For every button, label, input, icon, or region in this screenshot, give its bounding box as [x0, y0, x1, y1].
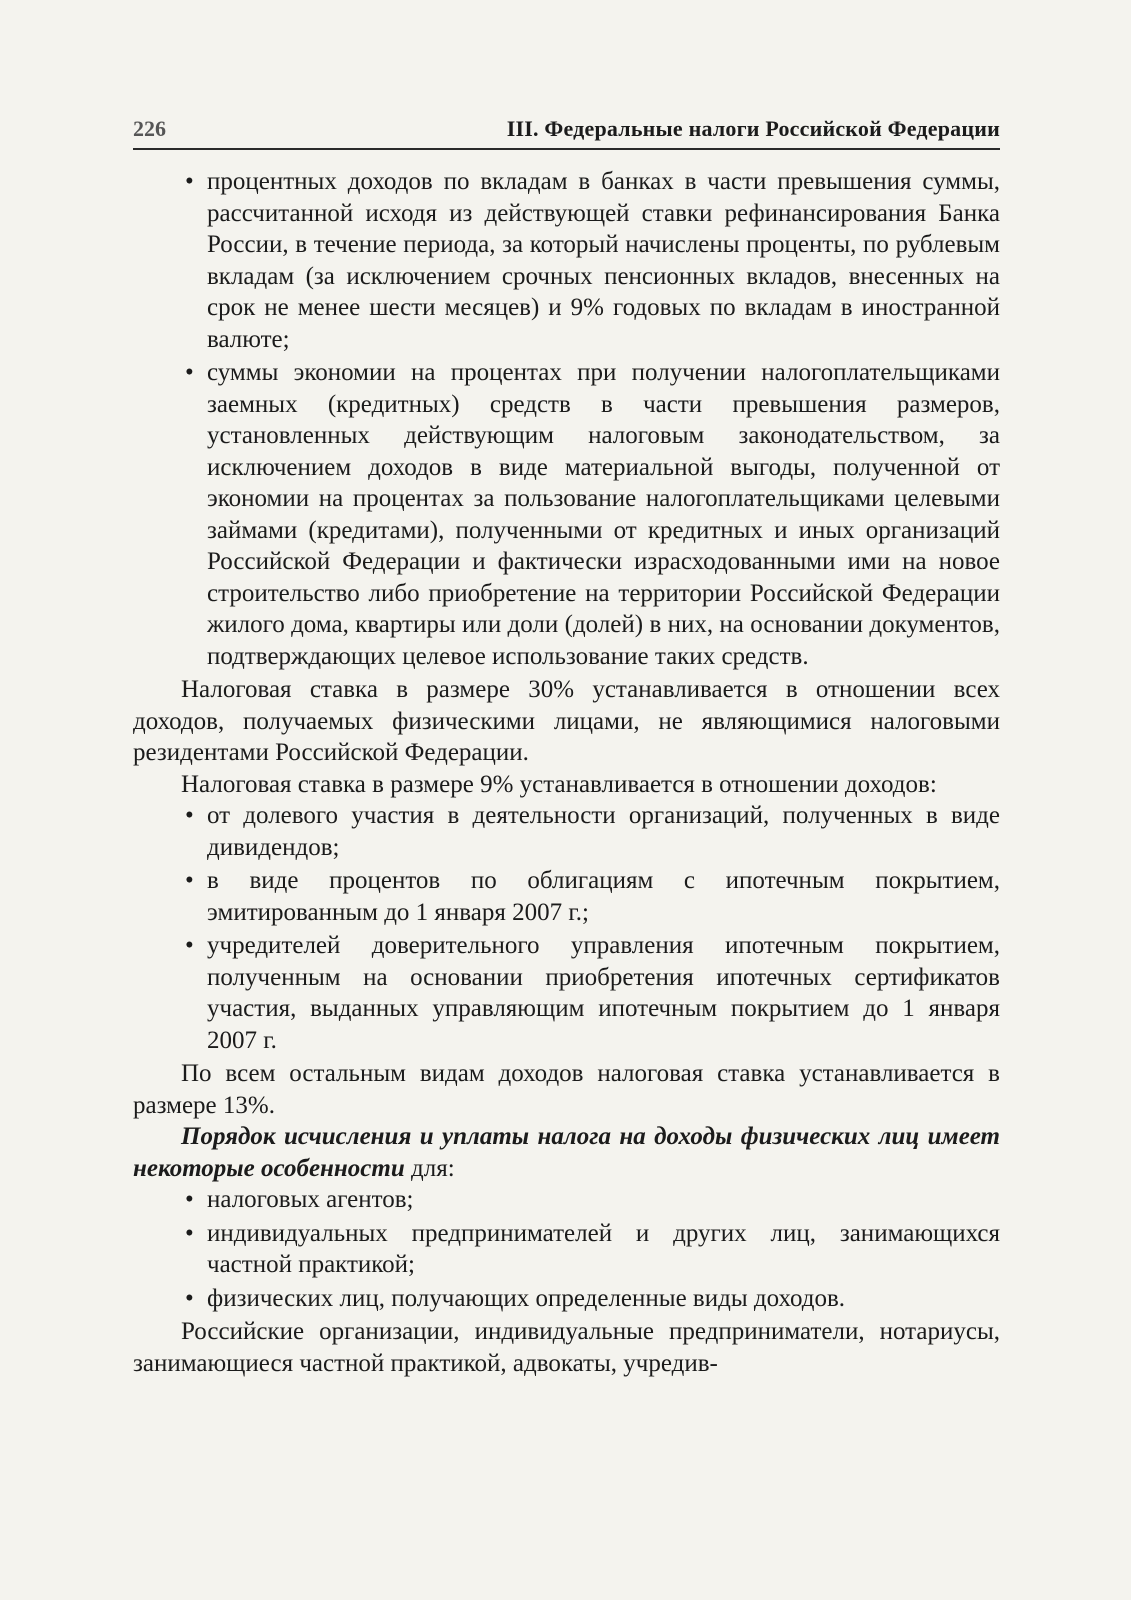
- bullet-list-income-exclusions: [181, 166, 1000, 672]
- list-item: • учредителей доверительного управления ипотечным покрытием, полученным на основании приобретения ипотечных сертификатов участия, выданных управляющим ипотечным покрытием до 1 января 2007 г.: [181, 930, 1000, 1056]
- paragraph-rate-9: Налоговая ставка в размере 9% устанавливается в отношении доходов:: [181, 770, 937, 798]
- page-body: [133, 166, 1000, 1379]
- page-header: [133, 112, 1000, 150]
- bullet-list-special-cases: [181, 1184, 1000, 1314]
- paragraph-russian-organizations: Российские организации, индивидуальные предприниматели, нотариусы, занимающиеся частной практикой, адвокаты, учредив-: [133, 1318, 1000, 1377]
- list-item: • физических лиц, получающих определенные виды доходов.: [181, 1283, 1000, 1315]
- emphasis-text: Порядок исчисления и уплаты налога на доходы физических лиц имеет некоторые особенности: [133, 1123, 1000, 1182]
- bullet-list-rate-9: [181, 800, 1000, 1056]
- page-number: 226: [133, 116, 166, 141]
- list-item: • в виде процентов по облигациям с ипотечным покрытием, эмитированным до 1 января 2007 г.;: [181, 865, 1000, 928]
- list-item: • суммы экономии на процентах при получении налогоплательщиками заемных (кредитных) средств в части превышения размеров, установленных действующим налоговым законодательством, за исключением доходов в виде материальной выгоды, полученной от экономии на процентах за пользование налогоплательщиками целевыми займами (кредитами), полученными от кредитных и иных организаций Российской Федерации и фактически израсходованными ими на новое строительство либо приобретение на территории Российской Федерации жилого дома, квартиры или доли (долей) в них, на основании документов, подтверждающих целевое использование таких средств.: [181, 357, 1000, 672]
- paragraph-calculation-order: [133, 1121, 1000, 1184]
- paragraph-tail: для:: [404, 1154, 455, 1182]
- list-item: • налоговых агентов;: [181, 1184, 1000, 1216]
- list-item: • от долевого участия в деятельности организаций, полученных в виде дивидендов;: [181, 800, 1000, 863]
- running-head: III. Федеральные налоги Российской Федерации: [506, 116, 1000, 141]
- list-item: • процентных доходов по вкладам в банках в части превышения суммы, рассчитанной исходя из действующей ставки рефинансирования Банка России, в течение периода, за который начислены проценты, по рублевым вкладам (за исключением срочных пенсионных вкладов, внесенных на срок не менее шести месяцев) и 9% годовых по вкладам в иностранной валюте;: [181, 166, 1000, 355]
- paragraph-rate-13: По всем остальным видам доходов налоговая ставка устанавливается в размере 13%.: [133, 1060, 1000, 1119]
- list-item: • индивидуальных предпринимателей и других лиц, занимающихся частной практикой;: [181, 1218, 1000, 1281]
- paragraph-rate-30: Налоговая ставка в размере 30% устанавливается в отношении всех доходов, получаемых физическими лицами, не являющимися налоговыми резидентами Российской Федерации.: [133, 676, 1000, 766]
